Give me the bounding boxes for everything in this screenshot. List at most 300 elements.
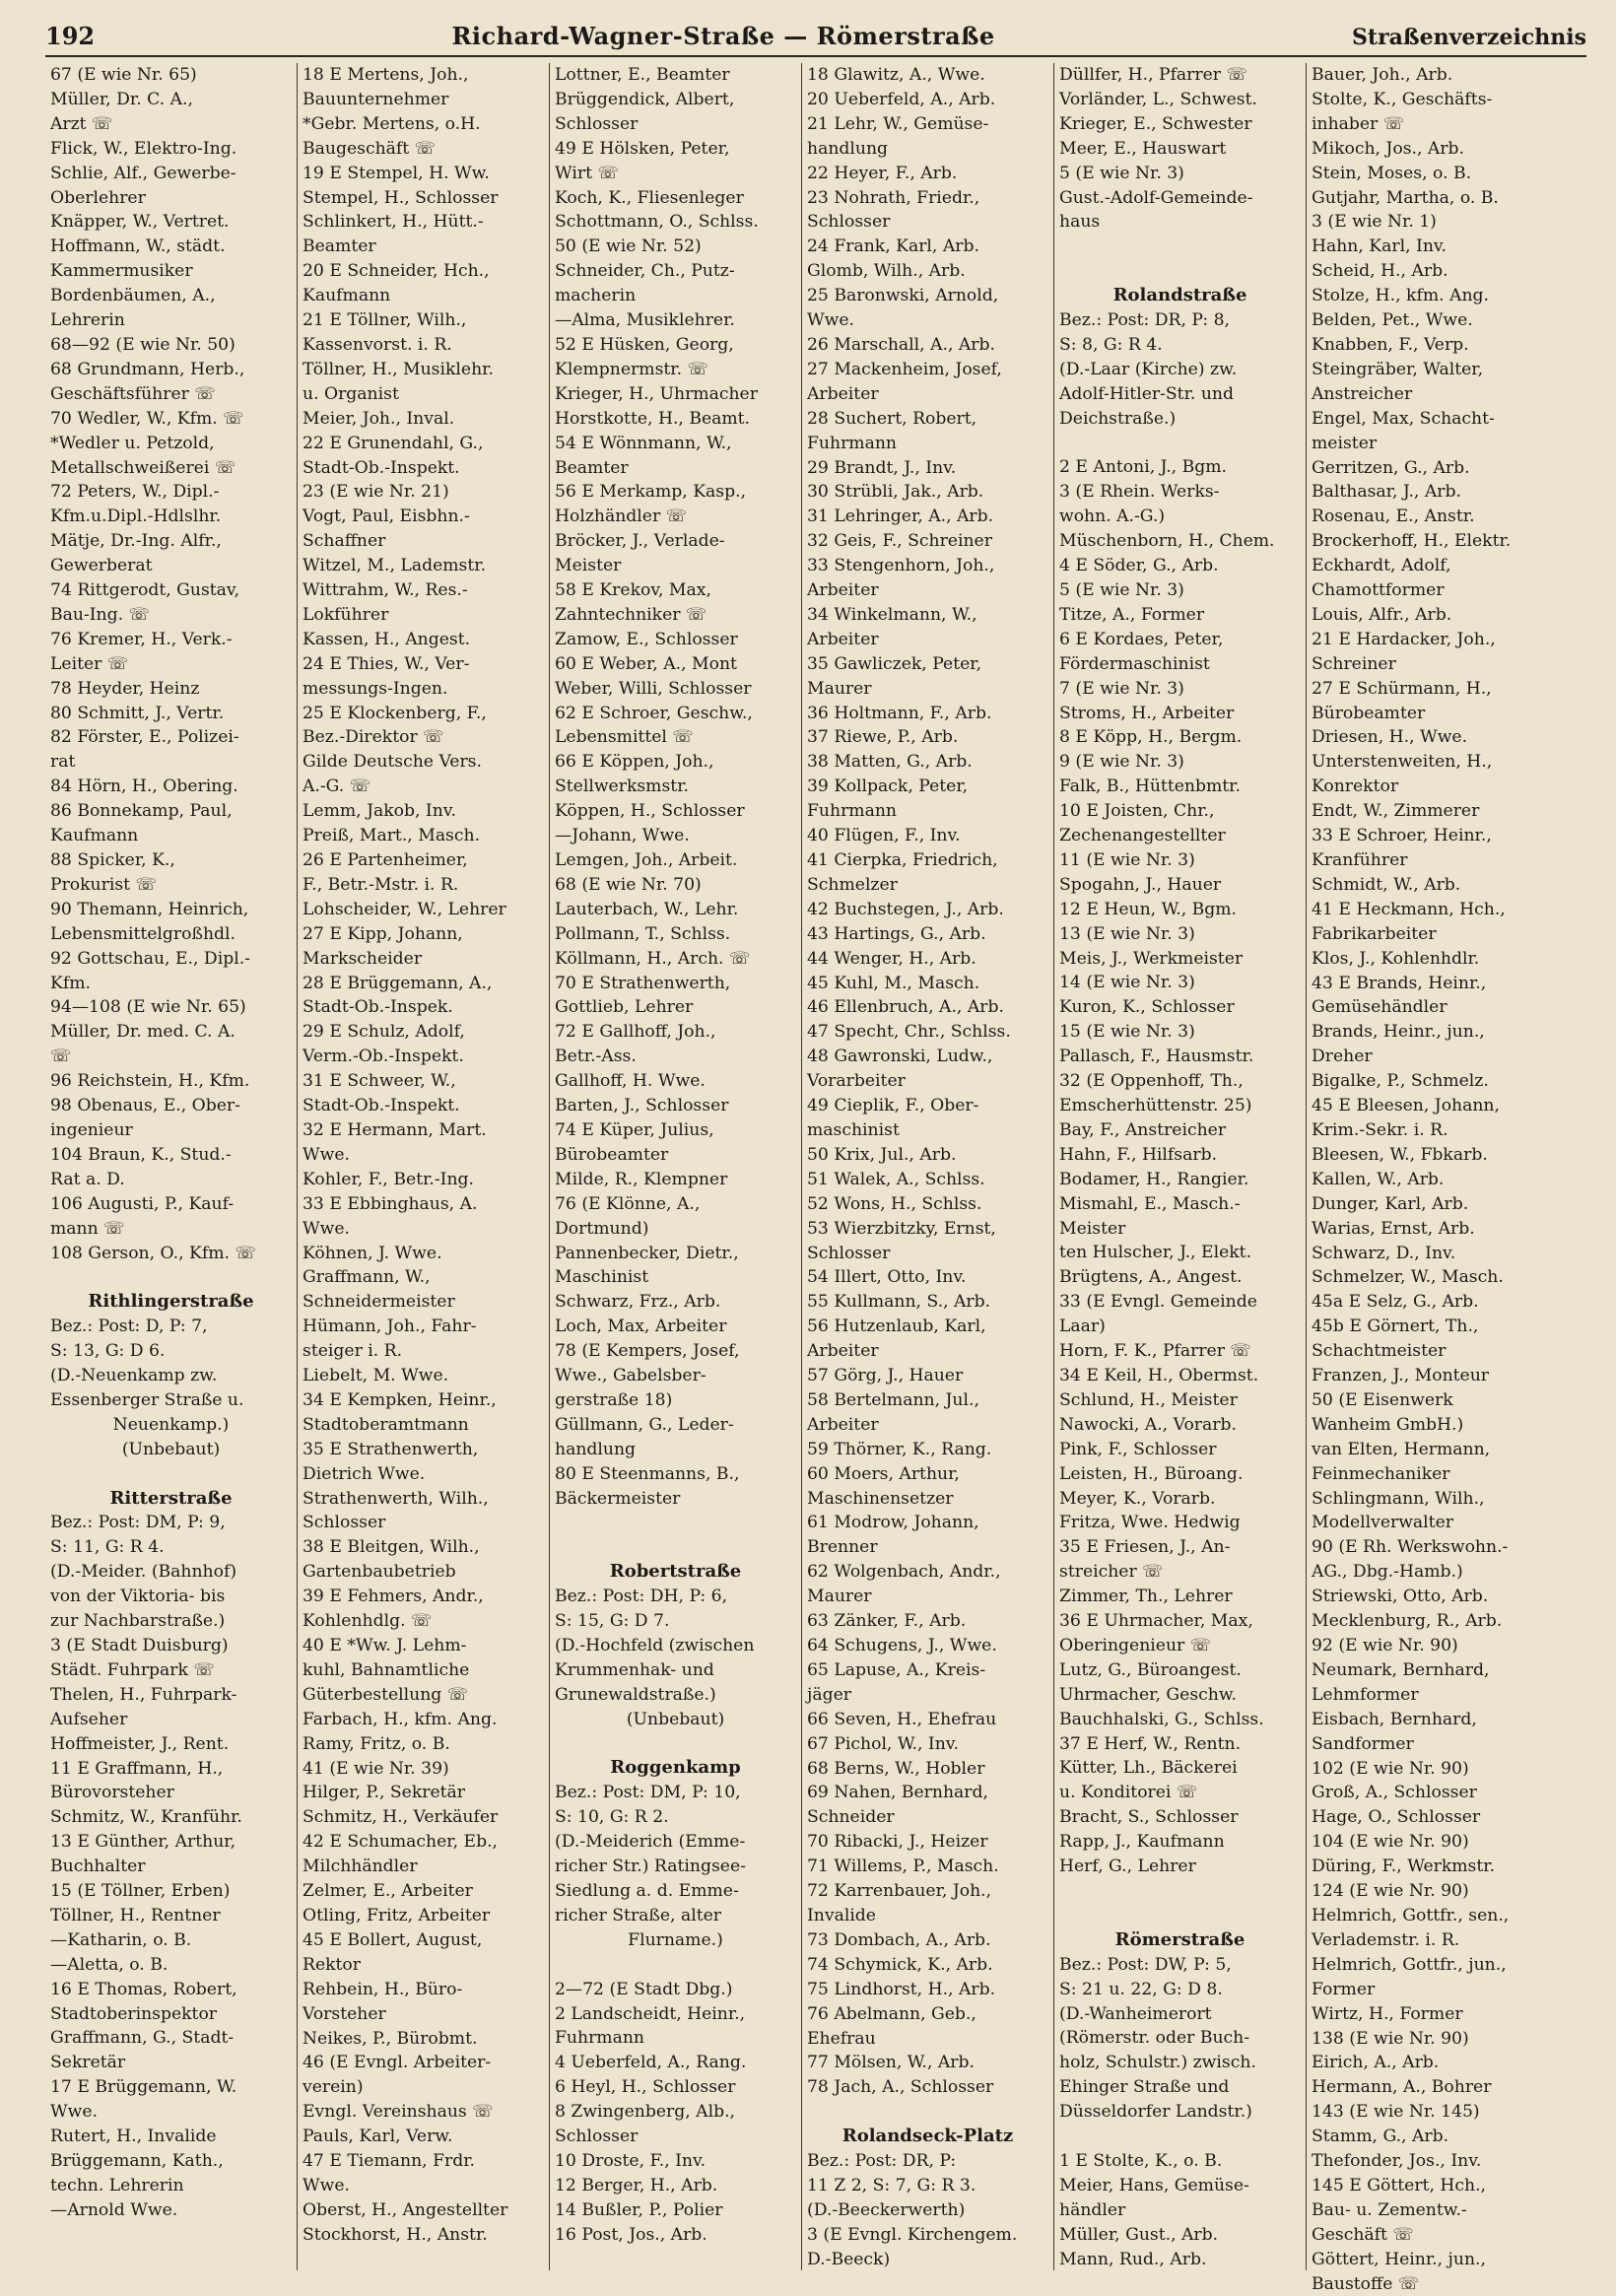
- entry-line: 60 Moers, Arthur,: [807, 1463, 960, 1484]
- entry-line: 9 (E wie Nr. 3): [1059, 752, 1184, 773]
- entry-line: Lebensmittelgroßhdl.: [50, 923, 236, 944]
- entry-line: Lehrerin: [50, 310, 125, 331]
- entry-line: 76 Kremer, H., Verk.-: [50, 629, 233, 649]
- entry-line: Bez.: Post: DM, P: 9,: [50, 1513, 226, 1533]
- street-heading: Ritterstraße: [109, 1487, 233, 1509]
- entry-line: Horstkotte, H., Beamt.: [555, 408, 751, 429]
- entry-line: Pallasch, F., Hausmstr.: [1059, 1047, 1254, 1067]
- entry-line: Sekretär: [50, 2053, 126, 2073]
- entry-line: Bracht, S., Schlosser: [1059, 1807, 1239, 1828]
- entry-line: 68—92 (E wie Nr. 50): [50, 334, 236, 355]
- entry-line: Flurname.): [628, 1929, 723, 1950]
- entry-line: 84 Hörn, H., Obering.: [50, 777, 238, 797]
- entry-line: Meer, E., Hauswart: [1059, 138, 1227, 159]
- entry-line: 58 Bertelmann, Jul.,: [807, 1389, 979, 1410]
- entry-line: u. Konditorei ☏: [1059, 1783, 1198, 1803]
- entry-line: 21 E Hardacker, Joh.,: [1312, 629, 1496, 649]
- entry-line: Brüggendick, Albert,: [555, 89, 735, 109]
- entry-line: Spogahn, J., Hauer: [1059, 874, 1222, 895]
- entry-line: Zechenangestellter: [1059, 826, 1226, 846]
- entry-line: Fuhrmann: [555, 2028, 644, 2049]
- entry-line: 21 Lehr, W., Gemüse-: [807, 113, 989, 134]
- entry-line: Bauer, Joh., Arb.: [1312, 65, 1453, 85]
- entry-line: Hümann, Joh., Fahr-: [303, 1317, 477, 1337]
- street-heading: Rolandstraße: [1112, 285, 1247, 306]
- entry-line: 15 (E wie Nr. 3): [1059, 1022, 1195, 1043]
- entry-line: Stadtoberamtmann: [303, 1414, 469, 1435]
- entry-line: 70 Wedler, W., Kfm. ☏: [50, 408, 244, 429]
- entry-line: inhaber ☏: [1312, 113, 1405, 134]
- entry-line: Loch, Max, Arbeiter: [555, 1317, 727, 1337]
- entry-line: —Johann, Wwe.: [555, 826, 690, 846]
- entry-line: Invalide: [807, 1905, 876, 1925]
- entry-line: Anstreicher: [1312, 383, 1413, 404]
- entry-line: 66 Seven, H., Ehefrau: [807, 1709, 997, 1729]
- entry-line: Bürovorsteher: [50, 1783, 174, 1803]
- street-heading: Roggenkamp: [610, 1757, 741, 1779]
- entry-line: Bauchhalski, G., Schlss.: [1059, 1709, 1264, 1729]
- entry-line: 45 Kuhl, M., Masch.: [807, 973, 980, 993]
- entry-line: 40 Flügen, F., Inv.: [807, 826, 961, 846]
- entry-line: Herf, G., Lehrer: [1059, 1857, 1196, 1877]
- entry-line: Vorarbeiter: [807, 1071, 906, 1092]
- entry-line: Schmidt, W., Arb.: [1312, 874, 1461, 895]
- entry-line: Lutz, G., Büroangest.: [1059, 1659, 1242, 1680]
- entry-line: 32 Geis, F., Schreiner: [807, 531, 992, 552]
- entry-line: Wirtz, H., Former: [1312, 2003, 1463, 2024]
- entry-line: Feinmechaniker: [1312, 1463, 1450, 1484]
- entry-line: Otling, Fritz, Arbeiter: [303, 1905, 491, 1925]
- entry-line: Bodamer, H., Rangier.: [1059, 1169, 1249, 1189]
- entry-line: 1 E Stolte, K., o. B.: [1059, 2150, 1223, 2171]
- entry-line: Farbach, H., kfm. Ang.: [303, 1709, 498, 1729]
- street-heading: Römerstraße: [1114, 1928, 1246, 1950]
- entry-line: Betr.-Ass.: [555, 1047, 637, 1067]
- entry-line: Kaufmann: [50, 826, 139, 846]
- entry-line: Maurer: [807, 1587, 872, 1607]
- entry-line: 14 Bußler, P., Polier: [555, 2199, 723, 2220]
- entry-line: Kfm.: [50, 973, 91, 993]
- entry-line: Bau-Ing. ☏: [50, 604, 151, 625]
- entry-line: Stempel, H., Schlosser: [303, 187, 499, 208]
- entry-line: Müller, Gust., Arb.: [1059, 2224, 1219, 2245]
- entry-line: 21 E Töllner, Wilh.,: [303, 310, 467, 331]
- entry-line: 42 Buchstegen, J., Arb.: [807, 899, 1004, 919]
- entry-line: 30 Strübli, Jak., Arb.: [807, 482, 984, 503]
- entry-line: S: 11, G: R 4.: [50, 1537, 165, 1558]
- entry-line: richer Str.) Ratingsee-: [555, 1857, 746, 1877]
- entry-line: A.-G. ☏: [303, 777, 371, 797]
- entry-line: Fördermaschinist: [1059, 653, 1210, 674]
- entry-line: 20 E Schneider, Hch.,: [303, 261, 490, 282]
- entry-line: 28 Suchert, Robert,: [807, 408, 977, 429]
- entry-line: Leiter ☏: [50, 653, 129, 674]
- entry-line: messungs-Ingen.: [303, 678, 448, 699]
- entry-line: Weber, Willi, Schlosser: [555, 678, 752, 699]
- entry-line: streicher ☏: [1059, 1562, 1164, 1583]
- entry-line: 39 E Fehmers, Andr.,: [303, 1587, 484, 1607]
- entry-line: Baustoffe ☏: [1312, 2273, 1420, 2294]
- entry-line: 5 (E wie Nr. 3): [1059, 579, 1184, 600]
- entry-line: 86 Bonnekamp, Paul,: [50, 801, 233, 822]
- entry-line: Bäckermeister: [555, 1488, 681, 1509]
- entry-line: Meister: [555, 556, 622, 576]
- entry-line: Pannenbecker, Dietr.,: [555, 1243, 739, 1263]
- entry-line: Gerritzen, G., Arb.: [1312, 457, 1470, 478]
- entry-line: 74 Rittgerodt, Gustav,: [50, 580, 240, 601]
- entry-line: Neuenkamp.): [112, 1414, 230, 1435]
- entry-line: 17 E Brüggemann, W.: [50, 2077, 237, 2098]
- entry-line: steiger i. R.: [303, 1341, 403, 1362]
- entry-line: 72 E Gallhoff, Joh.,: [555, 1022, 716, 1043]
- entry-line: Düllfer, H., Pfarrer ☏: [1059, 65, 1247, 85]
- entry-line: Meyer, K., Vorarb.: [1059, 1488, 1216, 1509]
- entry-line: (D.-Beeckerwerth): [807, 2199, 966, 2220]
- entry-line: Deichstraße.): [1059, 408, 1177, 429]
- entry-line: Zimmer, Th., Lehrer: [1059, 1587, 1233, 1607]
- entry-line: 60 E Weber, A., Mont: [555, 653, 737, 674]
- entry-line: Müller, Dr. C. A.,: [50, 89, 193, 109]
- entry-line: Laar): [1059, 1317, 1106, 1337]
- entry-line: Uhrmacher, Geschw.: [1059, 1684, 1237, 1705]
- entry-line: Leisten, H., Büroang.: [1059, 1463, 1244, 1484]
- entry-line: Lauterbach, W., Lehr.: [555, 899, 739, 919]
- entry-line: 46 Ellenbruch, A., Arb.: [807, 997, 1004, 1018]
- entry-line: 18 E Mertens, Joh.,: [303, 65, 469, 85]
- entry-line: Schlinkert, H., Hütt.-: [303, 212, 484, 233]
- entry-line: 27 Mackenheim, Josef,: [807, 359, 1002, 379]
- entry-line: Liebelt, M. Wwe.: [303, 1366, 449, 1386]
- entry-line: Eisbach, Bernhard,: [1312, 1709, 1477, 1729]
- entry-line: Bröcker, J., Verlade-: [555, 531, 725, 552]
- entry-line: 3 (E Stadt Duisburg): [50, 1635, 229, 1655]
- entry-line: Wanheim GmbH.): [1312, 1414, 1464, 1435]
- entry-line: techn. Lehrerin: [50, 2175, 184, 2195]
- entry-line: 72 Peters, W., Dipl.-: [50, 482, 220, 503]
- entry-line: 71 Willems, P., Masch.: [807, 1857, 999, 1877]
- entry-line: Groß, A., Schlosser: [1312, 1783, 1477, 1803]
- entry-line: 54 E Wönnmann, W.,: [555, 433, 732, 453]
- entry-line: Schachtmeister: [1312, 1341, 1447, 1362]
- entry-line: 12 E Heun, W., Bgm.: [1059, 899, 1238, 919]
- entry-line: Mikoch, Jos., Arb.: [1312, 138, 1465, 159]
- entry-line: Hoffmann, W., städt.: [50, 236, 226, 257]
- entry-line: Bigalke, P., Schmelz.: [1312, 1071, 1489, 1092]
- entry-line: Milchhändler: [303, 1857, 418, 1877]
- entry-line: (Römerstr. oder Buch-: [1059, 2028, 1250, 2049]
- entry-line: Geschäft ☏: [1312, 2224, 1414, 2245]
- entry-line: Kassenvorst. i. R.: [303, 334, 452, 355]
- entry-line: 35 Gawliczek, Peter,: [807, 653, 982, 674]
- entry-line: Köllmann, H., Arch. ☏: [555, 948, 751, 969]
- entry-line: 42 E Schumacher, Eb.,: [303, 1832, 499, 1853]
- entry-line: Schlie, Alf., Gewerbe-: [50, 163, 236, 183]
- entry-line: Wwe.: [303, 1218, 351, 1239]
- entry-line: Belden, Pet., Wwe.: [1312, 310, 1473, 331]
- entry-line: 52 Wons, H., Schlss.: [807, 1193, 982, 1214]
- entry-line: Brockerhoff, H., Elektr.: [1312, 531, 1512, 552]
- entry-line: Glomb, Wilh., Arb.: [807, 261, 966, 282]
- entry-line: 33 Stengenhorn, Joh.,: [807, 556, 995, 576]
- column-1: [45, 63, 298, 2270]
- entry-line: Meier, Joh., Inval.: [303, 408, 455, 429]
- entry-line: 45b E Görnert, Th.,: [1312, 1317, 1479, 1337]
- entry-line: 27 E Schürmann, H.,: [1312, 678, 1492, 699]
- entry-line: Brenner: [807, 1537, 878, 1558]
- entry-line: Stadt-Ob.-Inspekt.: [303, 457, 460, 478]
- entry-line: 65 Lapuse, A., Kreis-: [807, 1659, 986, 1680]
- spacer: [50, 1462, 292, 1487]
- entry-line: 106 Augusti, P., Kauf-: [50, 1193, 235, 1214]
- entry-line: Gust.-Adolf-Gemeinde-: [1059, 187, 1253, 208]
- entry-line: 53 Wierzbitzky, Ernst,: [807, 1218, 996, 1239]
- entry-line: Gartenbaubetrieb: [303, 1562, 456, 1583]
- entry-line: Vorsteher: [303, 2003, 386, 2024]
- entry-line: 59 Thörner, K., Rang.: [807, 1439, 992, 1459]
- entry-line: (D.-Laar (Kirche) zw.: [1059, 359, 1238, 379]
- entry-line: S: 15, G: D 7.: [555, 1611, 670, 1632]
- entry-line: Schmitz, H., Verkäufer: [303, 1807, 499, 1828]
- entry-line: Witzel, M., Lademstr.: [303, 556, 487, 576]
- entry-line: F., Betr.-Mstr. i. R.: [303, 874, 459, 895]
- entry-line: handlung: [807, 138, 889, 159]
- entry-line: Gutjahr, Martha, o. B.: [1312, 187, 1499, 208]
- entry-line: 40 E *Ww. J. Lehm-: [303, 1636, 467, 1655]
- entry-line: 77 Mölsen, W., Arb.: [807, 2053, 975, 2073]
- entry-line: (Unbebaut): [626, 1709, 725, 1729]
- entry-line: 74 E Küper, Julius,: [555, 1119, 714, 1140]
- entry-line: Klempnermstr. ☏: [555, 359, 709, 379]
- entry-line: 49 Cieplik, F., Ober-: [807, 1096, 979, 1116]
- entry-line: Schottmann, O., Schlss.: [555, 212, 759, 233]
- entry-line: holz, Schulstr.) zwisch.: [1059, 2053, 1256, 2073]
- entry-line: AG., Dbg.-Hamb.): [1312, 1562, 1463, 1583]
- entry-line: Pollmann, T., Schlss.: [555, 923, 731, 944]
- entry-line: verein): [303, 2077, 364, 2098]
- entry-line: 18 Glawitz, A., Wwe.: [807, 65, 985, 85]
- entry-line: Brüggemann, Kath.,: [50, 2151, 224, 2171]
- entry-line: Arbeiter: [807, 629, 879, 649]
- entry-line: 72 Karrenbauer, Joh.,: [807, 1881, 992, 1902]
- street-heading: Robertstraße: [609, 1561, 742, 1583]
- entry-line: Fuhrmann: [807, 801, 897, 822]
- entry-line: 75 Lindhorst, H., Arb.: [807, 1979, 996, 1999]
- entry-line: Ramy, Fritz, o. B.: [303, 1733, 450, 1754]
- entry-line: Bay, F., Anstreicher: [1059, 1119, 1227, 1140]
- entry-line: Chamottformer: [1312, 580, 1445, 601]
- entry-line: Zahntechniker ☏: [555, 604, 707, 625]
- entry-line: Klos, J., Kohlenhdlr.: [1312, 948, 1480, 969]
- entry-line: 37 E Herf, W., Rentn.: [1059, 1733, 1242, 1754]
- entry-line: Metallschweißerei ☏: [50, 457, 236, 478]
- entry-line: Schlund, H., Meister: [1059, 1389, 1238, 1410]
- entry-line: Schaffner: [303, 531, 386, 552]
- entry-line: Dietrich Wwe.: [303, 1463, 426, 1484]
- entry-line: Meier, Hans, Gemüse-: [1059, 2175, 1249, 2195]
- entry-line: 67 (E wie Nr. 65): [50, 65, 197, 85]
- entry-line: Töllner, H., Musiklehr.: [303, 359, 494, 379]
- entry-line: 11 E Graffmann, H.,: [50, 1758, 224, 1779]
- entry-line: Bez.: Post: DW, P: 5,: [1059, 1954, 1232, 1975]
- entry-line: 45a E Selz, G., Arb.: [1312, 1292, 1479, 1313]
- entry-line: 12 Berger, H., Arb.: [555, 2175, 718, 2195]
- entry-line: 36 E Uhrmacher, Max,: [1059, 1611, 1253, 1632]
- entry-line: 70 Ribacki, J., Heizer: [807, 1832, 988, 1853]
- entry-line: 10 Droste, F., Inv.: [555, 2150, 707, 2171]
- entry-line: 3 (E Rhein. Werks-: [1059, 482, 1220, 503]
- entry-line: Striewski, Otto, Arb.: [1312, 1587, 1489, 1607]
- street-heading: Rithlingerstraße: [88, 1291, 254, 1313]
- entry-line: macherin: [555, 286, 637, 306]
- entry-line: 24 Frank, Karl, Arb.: [807, 236, 979, 257]
- entry-line: Bordenbäumen, A.,: [50, 286, 216, 306]
- entry-line: Schlingmann, Wilh.,: [1312, 1488, 1485, 1509]
- entry-line: meister: [1312, 433, 1378, 453]
- entry-line: Unterstenweiten, H.,: [1312, 752, 1493, 773]
- entry-line: Kassen, H., Angest.: [303, 629, 471, 649]
- entry-line: Oberingenieur ☏: [1059, 1635, 1212, 1655]
- entry-line: Brügtens, A., Angest.: [1059, 1267, 1243, 1288]
- entry-line: 73 Dombach, A., Arb.: [807, 1929, 991, 1950]
- page-header: [45, 22, 1586, 57]
- entry-line: Kfm.u.Dipl.-Hdlslhr.: [50, 506, 222, 527]
- entry-line: wohn. A.-G.): [1059, 506, 1166, 527]
- entry-line: —Alma, Musiklehrer.: [555, 310, 735, 331]
- entry-line: Nawocki, A., Vorarb.: [1059, 1414, 1237, 1435]
- entry-line: Ehinger Straße und: [1059, 2077, 1230, 2098]
- entry-line: Stadt-Ob.-Inspekt.: [303, 1096, 460, 1116]
- entry-line: Falk, B., Hüttenbmtr.: [1059, 777, 1241, 797]
- entry-line: Gilde Deutsche Vers.: [303, 752, 482, 773]
- entry-line: Knabben, F., Verp.: [1312, 334, 1469, 355]
- entry-line: 4 Ueberfeld, A., Rang.: [555, 2053, 747, 2073]
- entry-line: Bez.: Post: D, P: 7,: [50, 1317, 208, 1337]
- entry-line: (D.-Neuenkamp zw.: [50, 1366, 218, 1386]
- entry-line: 55 Kullmann, S., Arb.: [807, 1292, 991, 1313]
- entry-line: Vorländer, L., Schwest.: [1059, 89, 1257, 109]
- entry-line: 104 (E wie Nr. 90): [1312, 1832, 1469, 1853]
- entry-line: Schmitz, W., Kranführ.: [50, 1807, 242, 1828]
- entry-line: Kohler, F., Betr.-Ing.: [303, 1169, 474, 1189]
- entry-line: 94—108 (E wie Nr. 65): [50, 997, 246, 1018]
- entry-line: Baugeschäft ☏: [303, 138, 437, 159]
- entry-line: Modellverwalter: [1312, 1513, 1453, 1533]
- entry-line: Krummenhak- und: [555, 1659, 714, 1680]
- entry-line: Wwe.: [50, 2102, 99, 2123]
- entry-line: 44 Wenger, H., Arb.: [807, 948, 976, 969]
- entry-line: Lehmformer: [1312, 1684, 1419, 1705]
- entry-line: 26 Marschall, A., Arb.: [807, 334, 995, 355]
- entry-line: —Arnold Wwe.: [50, 2199, 178, 2220]
- entry-line: 31 E Schweer, W.,: [303, 1071, 456, 1092]
- entry-line: Konrektor: [1312, 777, 1399, 797]
- entry-line: Oberst, H., Angestellter: [303, 2199, 508, 2220]
- entry-line: Wittrahm, W., Res.-: [303, 580, 468, 601]
- entry-line: Steingräber, Walter,: [1312, 359, 1484, 379]
- entry-line: Franzen, J., Monteur: [1312, 1366, 1490, 1386]
- entry-line: Pink, F., Schlosser: [1059, 1439, 1217, 1459]
- entry-line: Maschinist: [555, 1267, 649, 1288]
- entry-line: Stroms, H., Arbeiter: [1059, 703, 1235, 723]
- entry-line: Düsseldorfer Landstr.): [1059, 2102, 1252, 2123]
- entry-line: Zelmer, E., Arbeiter: [303, 1881, 473, 1902]
- entry-line: Stamm, G., Arb.: [1312, 2127, 1449, 2147]
- entry-line: händler: [1059, 2199, 1126, 2220]
- entry-line: 31 Lehringer, A., Arb.: [807, 506, 994, 527]
- page-number: 192: [45, 22, 96, 50]
- entry-line: Schlosser: [555, 113, 639, 134]
- entry-line: Städt. Fuhrpark ☏: [50, 1659, 215, 1680]
- entry-line: Fritza, Wwe. Hedwig: [1059, 1513, 1241, 1533]
- entry-line: Düring, F., Werkmstr.: [1312, 1857, 1496, 1877]
- entry-line: Pauls, Karl, Verw.: [303, 2127, 453, 2147]
- entry-line: Lemm, Jakob, Inv.: [303, 801, 456, 822]
- column-5: [1054, 63, 1307, 2270]
- entry-line: 68 Berns, W., Hobler: [807, 1758, 985, 1779]
- entry-line: Lohscheider, W., Lehrer: [303, 899, 506, 919]
- entry-line: 50 Krix, Jul., Arb.: [807, 1144, 957, 1165]
- spacer: [50, 1265, 292, 1290]
- entry-line: 10 E Joisten, Chr.,: [1059, 801, 1215, 822]
- entry-line: 64 Schugens, J., Wwe.: [807, 1636, 997, 1655]
- entry-line: Rapp, J., Kaufmann: [1059, 1832, 1225, 1853]
- entry-line: Maschinensetzer: [807, 1488, 954, 1509]
- entry-line: 43 E Brands, Heinr.,: [1312, 973, 1487, 993]
- entry-line: 26 E Partenheimer,: [303, 850, 468, 870]
- spacer: [1059, 1904, 1301, 1928]
- entry-line: 143 (E wie Nr. 145): [1312, 2102, 1480, 2123]
- entry-line: Arzt ☏: [50, 113, 113, 134]
- spacer: [1059, 432, 1301, 456]
- entry-line: 23 Nohrath, Friedr.,: [807, 187, 980, 208]
- entry-line: Schneider, Ch., Putz-: [555, 261, 735, 282]
- entry-line: Hage, O., Schlosser: [1312, 1807, 1481, 1828]
- entry-line: Thefonder, Jos., Inv.: [1312, 2151, 1482, 2172]
- entry-line: Bez.: Post: DM, P: 10,: [555, 1783, 741, 1803]
- entry-line: 13 (E wie Nr. 3): [1059, 923, 1195, 944]
- entry-line: Kütter, Lh., Bäckerei: [1059, 1758, 1238, 1779]
- entry-line: 67 Pichol, W., Inv.: [807, 1733, 959, 1754]
- entry-line: 62 E Schroer, Geschw.,: [555, 703, 753, 723]
- entry-line: Eirich, A., Arb.: [1312, 2053, 1440, 2073]
- entry-line: ten Hulscher, J., Elekt.: [1059, 1243, 1252, 1263]
- entry-line: Köhnen, J. Wwe.: [303, 1243, 442, 1263]
- entry-line: 78 (E Kempers, Josef,: [555, 1341, 740, 1362]
- entry-line: Aufseher: [50, 1709, 128, 1729]
- entry-line: Kammermusiker: [50, 261, 193, 282]
- entry-line: 108 Gerson, O., Kfm. ☏: [50, 1243, 256, 1263]
- entry-line: Essenberger Straße u.: [50, 1389, 244, 1410]
- entry-line: Scheid, H., Arb.: [1312, 261, 1448, 282]
- entry-line: 43 Hartings, G., Arb.: [807, 923, 986, 944]
- entry-line: 34 E Keil, H., Obermst.: [1059, 1365, 1259, 1385]
- entry-line: Rat a. D.: [50, 1169, 125, 1189]
- entry-line: 138 (E wie Nr. 90): [1312, 2028, 1469, 2049]
- entry-line: Beamter: [555, 457, 629, 478]
- entry-line: Stolte, K., Geschäfts-: [1312, 89, 1493, 109]
- entry-line: Markscheider: [303, 948, 423, 969]
- entry-line: Bürobeamter: [555, 1144, 669, 1165]
- entry-line: 45 E Bleesen, Johann,: [1312, 1096, 1500, 1116]
- entry-line: Hoffmeister, J., Rent.: [50, 1733, 230, 1754]
- entry-line: 29 E Schulz, Adolf,: [303, 1022, 465, 1043]
- entry-line: Graffmann, G., Stadt-: [50, 2028, 235, 2049]
- entry-line: Ehefrau: [807, 2028, 876, 2049]
- entry-line: 5 (E wie Nr. 3): [1059, 163, 1184, 183]
- entry-line: 51 Walek, A., Schlss.: [807, 1169, 985, 1189]
- entry-line: Helmrich, Gottfr., sen.,: [1312, 1905, 1510, 1925]
- entry-line: 92 Gottschau, E., Dipl.-: [50, 948, 250, 969]
